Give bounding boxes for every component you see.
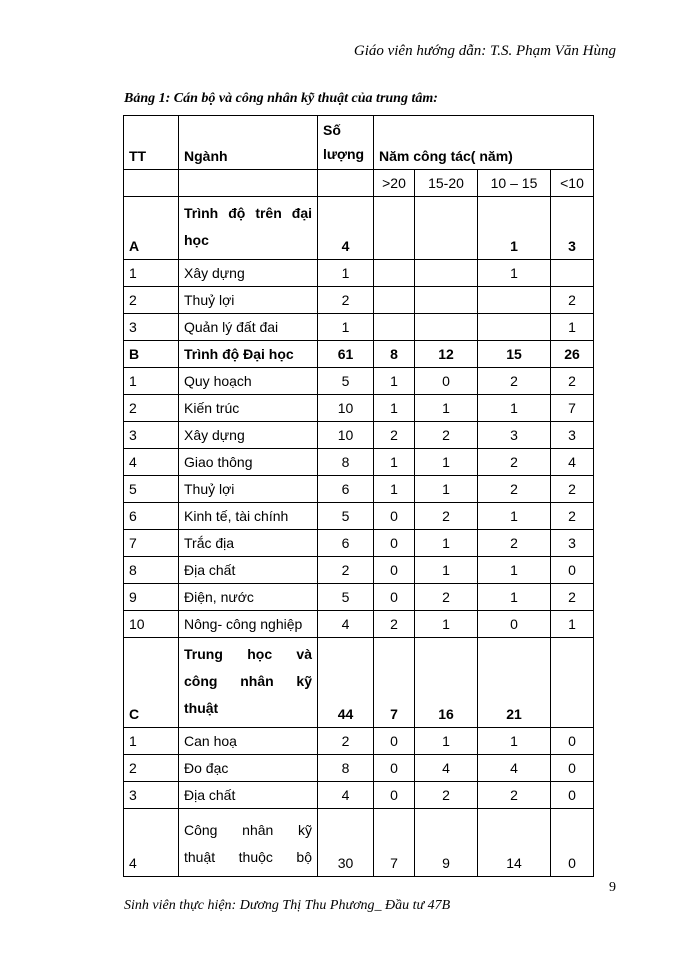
count-cell: 5 xyxy=(318,584,374,611)
count-cell: 7 xyxy=(374,638,415,728)
header-nam-cong-tac: Năm công tác( năm) xyxy=(374,116,594,170)
count-cell: 6 xyxy=(318,530,374,557)
count-cell: 1 xyxy=(415,476,478,503)
count-cell: 1 xyxy=(415,395,478,422)
count-cell: 2 xyxy=(551,368,594,395)
table-row xyxy=(124,476,594,503)
row-index-cell: 2 xyxy=(124,395,179,422)
count-cell: 4 xyxy=(415,755,478,782)
row-index-cell: 2 xyxy=(124,755,179,782)
subheader-range: <10 xyxy=(551,170,594,197)
count-cell xyxy=(415,314,478,341)
group-code-cell: B xyxy=(124,341,179,368)
count-cell: 2 xyxy=(551,503,594,530)
count-cell: 1 xyxy=(415,530,478,557)
count-cell: 15 xyxy=(478,341,551,368)
row-name-cell: Can hoạ xyxy=(179,728,318,755)
count-cell: 0 xyxy=(551,809,594,877)
count-cell: 2 xyxy=(374,611,415,638)
count-cell: 1 xyxy=(374,395,415,422)
count-cell: 2 xyxy=(415,782,478,809)
count-cell: 1 xyxy=(551,611,594,638)
row-name-cell: Đo đạc xyxy=(179,755,318,782)
count-cell: 2 xyxy=(318,287,374,314)
count-cell: 0 xyxy=(374,755,415,782)
count-cell: 3 xyxy=(551,422,594,449)
count-cell: 2 xyxy=(318,728,374,755)
subheader-empty xyxy=(318,170,374,197)
header-so-luong-line2: lượng xyxy=(323,146,365,162)
table-row xyxy=(124,584,594,611)
table-row xyxy=(124,395,594,422)
count-cell: 10 xyxy=(318,422,374,449)
group-row-c xyxy=(124,638,594,728)
count-cell: 2 xyxy=(478,782,551,809)
count-cell: 1 xyxy=(374,449,415,476)
count-cell: 1 xyxy=(478,584,551,611)
header-tt: TT xyxy=(124,116,179,170)
table-caption: Bảng 1: Cán bộ và công nhân kỹ thuật của trung tâm: xyxy=(124,91,438,106)
group-row-a xyxy=(124,197,594,260)
count-cell xyxy=(374,197,415,260)
count-cell: 2 xyxy=(415,584,478,611)
row-name-cell: Kiến trúc xyxy=(179,395,318,422)
count-cell: 10 xyxy=(318,395,374,422)
count-cell: 3 xyxy=(478,422,551,449)
count-cell: 21 xyxy=(478,638,551,728)
row-name-cell: Quản lý đất đai xyxy=(179,314,318,341)
count-cell: 1 xyxy=(415,449,478,476)
group-name-cell xyxy=(179,638,318,728)
row-index-cell: 2 xyxy=(124,287,179,314)
row-index-cell: 6 xyxy=(124,503,179,530)
name-line: Công nhân kỹ xyxy=(184,822,312,838)
count-cell: 14 xyxy=(478,809,551,877)
count-cell: 1 xyxy=(374,368,415,395)
count-cell: 1 xyxy=(478,395,551,422)
row-name-cell: Xây dựng xyxy=(179,422,318,449)
count-cell: 5 xyxy=(318,503,374,530)
count-cell: 30 xyxy=(318,809,374,877)
subheader-range: >20 xyxy=(374,170,415,197)
page-footer: Sinh viên thực hiện: Dương Thị Thu Phương_ Đầu tư 47B xyxy=(124,898,451,913)
count-cell: 2 xyxy=(415,422,478,449)
table-header-row xyxy=(124,116,594,170)
count-cell: 2 xyxy=(478,476,551,503)
group-code-cell: A xyxy=(124,197,179,260)
count-cell: 6 xyxy=(318,476,374,503)
table-row xyxy=(124,368,594,395)
count-cell: 3 xyxy=(551,197,594,260)
count-cell: 1 xyxy=(478,557,551,584)
group-row-b xyxy=(124,341,594,368)
count-cell xyxy=(415,197,478,260)
name-line: thuật xyxy=(184,700,219,716)
header-so-luong xyxy=(318,116,374,170)
name-line: Trình độ trên đại xyxy=(184,205,312,221)
name-line: thuật thuộc bộ xyxy=(184,849,312,865)
row-index-cell: 3 xyxy=(124,314,179,341)
count-cell: 4 xyxy=(318,197,374,260)
table-row xyxy=(124,422,594,449)
count-cell: 2 xyxy=(415,503,478,530)
count-cell: 0 xyxy=(374,782,415,809)
count-cell: 16 xyxy=(415,638,478,728)
count-cell: 0 xyxy=(478,611,551,638)
count-cell: 0 xyxy=(551,557,594,584)
count-cell: 1 xyxy=(478,260,551,287)
count-cell: 4 xyxy=(478,755,551,782)
count-cell: 2 xyxy=(478,449,551,476)
staff-table xyxy=(123,115,594,877)
count-cell: 2 xyxy=(551,287,594,314)
row-index-cell: 3 xyxy=(124,782,179,809)
count-cell xyxy=(415,260,478,287)
row-name-cell: Nông- công nghiệp xyxy=(179,611,318,638)
count-cell xyxy=(551,638,594,728)
table-row xyxy=(124,530,594,557)
count-cell xyxy=(551,260,594,287)
count-cell: 1 xyxy=(318,314,374,341)
count-cell: 1 xyxy=(415,728,478,755)
count-cell: 3 xyxy=(551,530,594,557)
count-cell: 7 xyxy=(551,395,594,422)
row-index-cell: 9 xyxy=(124,584,179,611)
row-index-cell: 1 xyxy=(124,260,179,287)
count-cell: 8 xyxy=(318,449,374,476)
row-index-cell: 4 xyxy=(124,449,179,476)
table-row xyxy=(124,503,594,530)
count-cell: 8 xyxy=(318,755,374,782)
count-cell: 0 xyxy=(374,503,415,530)
row-name-cell: Địa chất xyxy=(179,557,318,584)
count-cell: 1 xyxy=(551,314,594,341)
group-code-cell: C xyxy=(124,638,179,728)
count-cell: 1 xyxy=(478,503,551,530)
count-cell: 1 xyxy=(478,197,551,260)
count-cell: 61 xyxy=(318,341,374,368)
row-index-cell: 1 xyxy=(124,368,179,395)
count-cell xyxy=(374,260,415,287)
count-cell: 2 xyxy=(551,584,594,611)
count-cell: 1 xyxy=(415,557,478,584)
row-name-cell: Trắc địa xyxy=(179,530,318,557)
count-cell: 0 xyxy=(374,557,415,584)
subheader-empty xyxy=(124,170,179,197)
row-name-cell: Điện, nước xyxy=(179,584,318,611)
row-name-cell: Thuỷ lợi xyxy=(179,287,318,314)
table-row xyxy=(124,287,594,314)
table-row xyxy=(124,611,594,638)
table-row xyxy=(124,809,594,877)
count-cell: 0 xyxy=(374,728,415,755)
row-name-cell: Thuỷ lợi xyxy=(179,476,318,503)
count-cell xyxy=(374,314,415,341)
page-header: Giáo viên hướng dẫn: T.S. Phạm Văn Hùng xyxy=(353,43,616,59)
count-cell: 2 xyxy=(551,476,594,503)
count-cell: 1 xyxy=(318,260,374,287)
count-cell: 8 xyxy=(374,341,415,368)
page-number: 9 xyxy=(609,880,616,895)
count-cell: 2 xyxy=(478,368,551,395)
count-cell: 0 xyxy=(551,782,594,809)
row-name-cell: Quy hoạch xyxy=(179,368,318,395)
count-cell: 9 xyxy=(415,809,478,877)
count-cell: 12 xyxy=(415,341,478,368)
row-name-cell: Giao thông xyxy=(179,449,318,476)
row-index-cell: 1 xyxy=(124,728,179,755)
group-name-cell xyxy=(179,197,318,260)
count-cell: 4 xyxy=(318,611,374,638)
table-row xyxy=(124,728,594,755)
table-subheader-row xyxy=(124,170,594,197)
count-cell xyxy=(415,287,478,314)
name-line: Trung học và xyxy=(184,646,312,662)
subheader-range: 15-20 xyxy=(415,170,478,197)
count-cell: 1 xyxy=(478,728,551,755)
count-cell: 7 xyxy=(374,809,415,877)
row-name-cell: Xây dựng xyxy=(179,260,318,287)
count-cell: 0 xyxy=(374,584,415,611)
subheader-range: 10 – 15 xyxy=(478,170,551,197)
row-index-cell: 3 xyxy=(124,422,179,449)
name-line: học xyxy=(184,232,209,248)
row-index-cell: 7 xyxy=(124,530,179,557)
group-name-cell: Trình độ Đại học xyxy=(179,341,318,368)
table-row xyxy=(124,557,594,584)
header-nganh: Ngành xyxy=(179,116,318,170)
header-so-luong-line1: Số xyxy=(323,122,341,138)
count-cell xyxy=(374,287,415,314)
table-row xyxy=(124,260,594,287)
count-cell: 0 xyxy=(374,530,415,557)
table-row xyxy=(124,755,594,782)
row-index-cell: 4 xyxy=(124,809,179,877)
row-name-cell: Kinh tế, tài chính xyxy=(179,503,318,530)
name-line: công nhân kỹ xyxy=(184,673,312,689)
table-row xyxy=(124,449,594,476)
count-cell: 4 xyxy=(318,782,374,809)
count-cell: 5 xyxy=(318,368,374,395)
row-name-cell xyxy=(179,809,318,877)
count-cell xyxy=(478,314,551,341)
count-cell: 2 xyxy=(478,530,551,557)
count-cell: 26 xyxy=(551,341,594,368)
count-cell: 2 xyxy=(318,557,374,584)
table-row xyxy=(124,314,594,341)
count-cell: 4 xyxy=(551,449,594,476)
count-cell: 0 xyxy=(551,728,594,755)
count-cell: 0 xyxy=(551,755,594,782)
row-index-cell: 5 xyxy=(124,476,179,503)
count-cell: 44 xyxy=(318,638,374,728)
count-cell: 2 xyxy=(374,422,415,449)
subheader-empty xyxy=(179,170,318,197)
table-row xyxy=(124,782,594,809)
count-cell: 0 xyxy=(415,368,478,395)
count-cell xyxy=(478,287,551,314)
count-cell: 1 xyxy=(374,476,415,503)
row-index-cell: 8 xyxy=(124,557,179,584)
row-name-cell: Địa chất xyxy=(179,782,318,809)
row-index-cell: 10 xyxy=(124,611,179,638)
count-cell: 1 xyxy=(415,611,478,638)
